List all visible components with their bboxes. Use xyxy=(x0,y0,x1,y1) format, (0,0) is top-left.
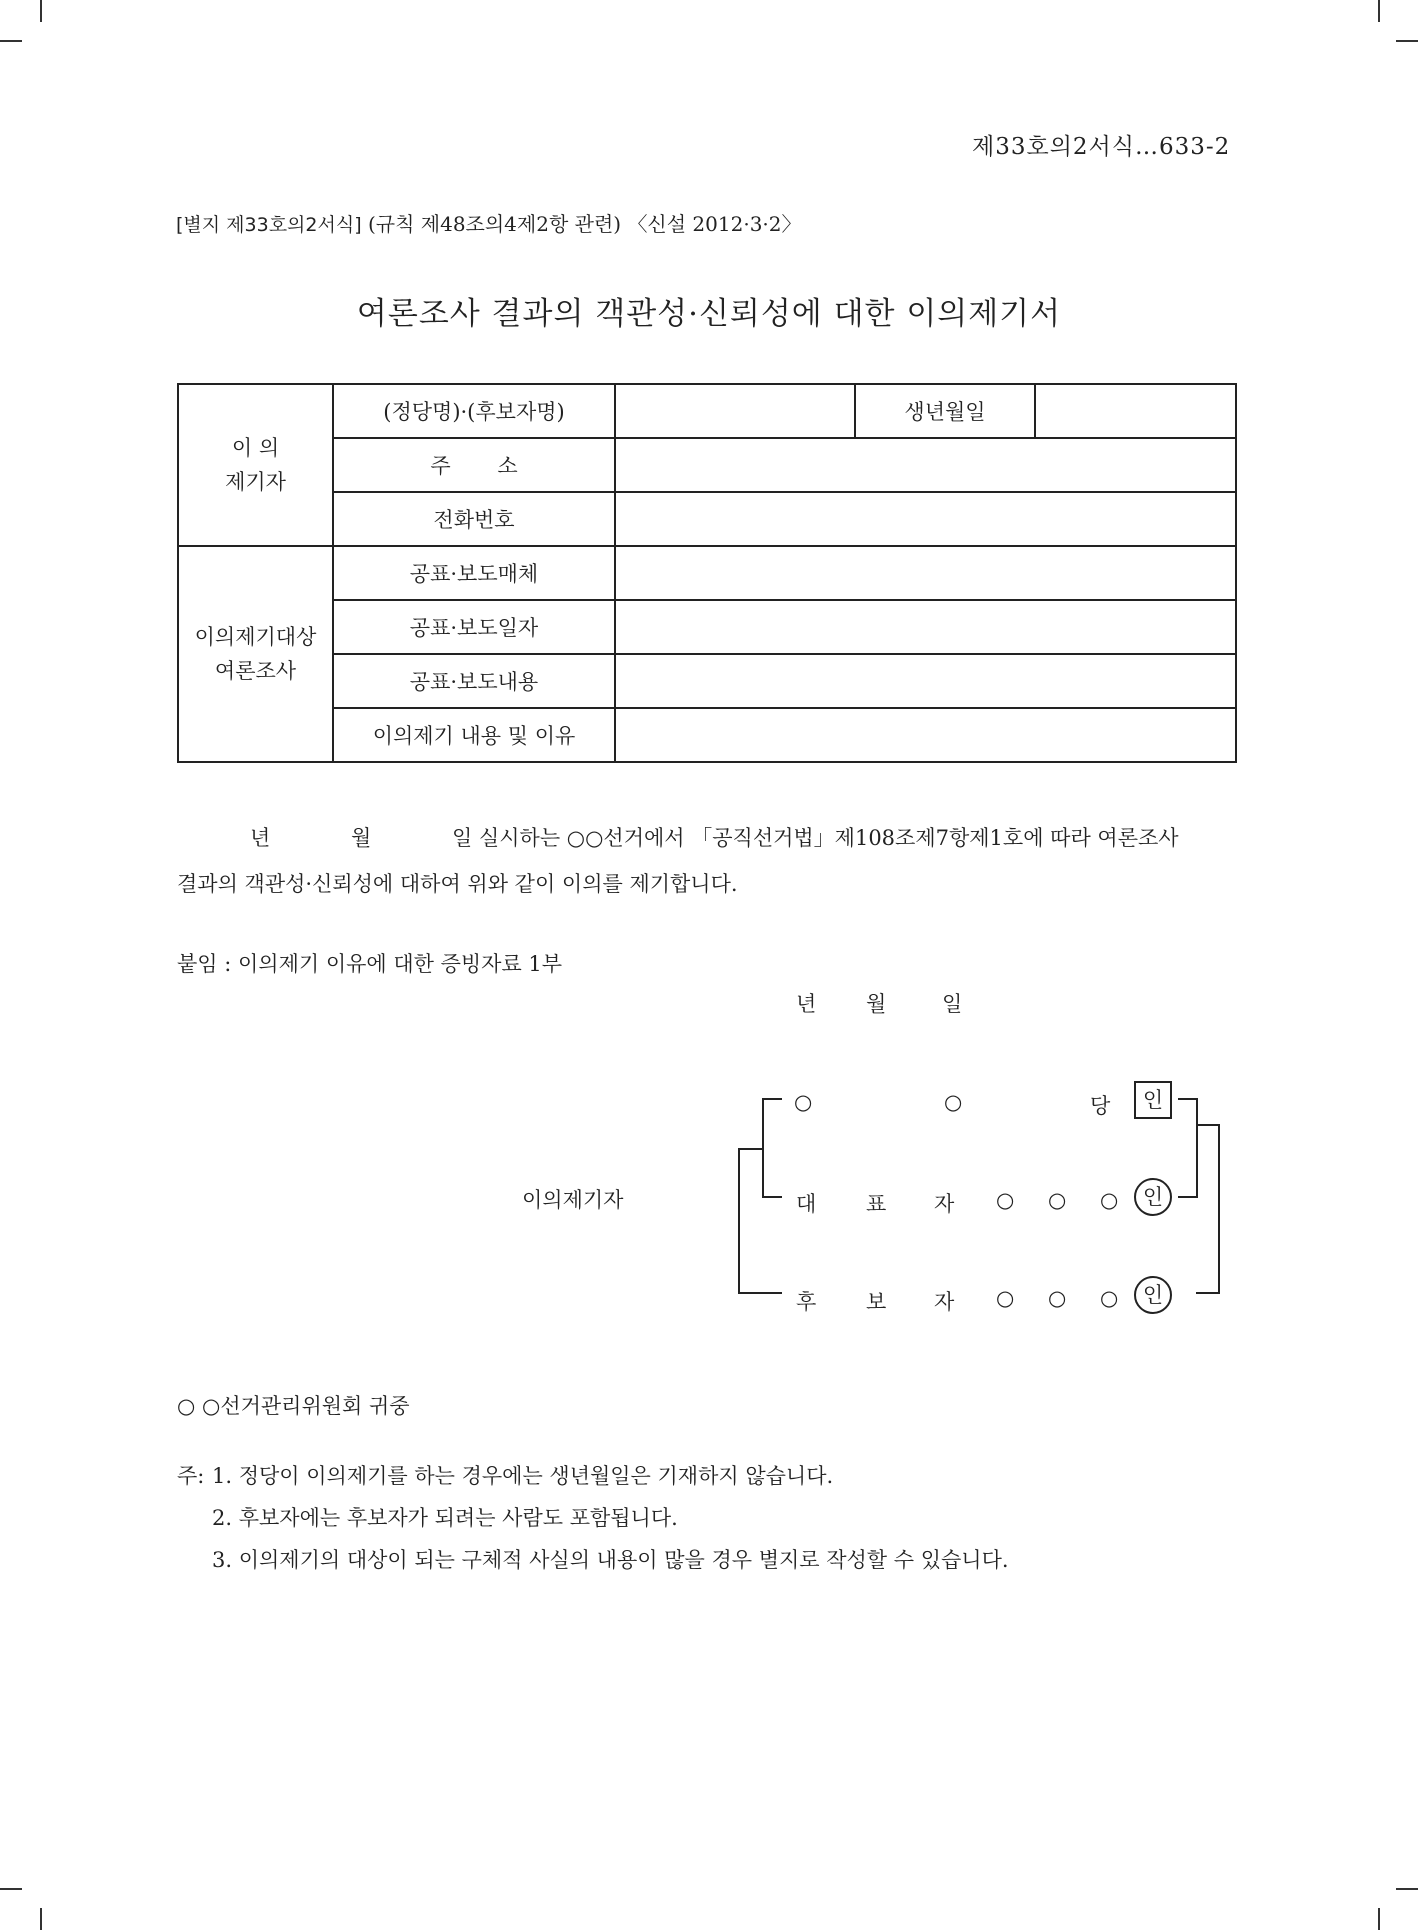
bracket-line xyxy=(762,1098,782,1100)
form-reference xyxy=(176,208,802,237)
bracket-line xyxy=(1196,1124,1220,1126)
bracket-line xyxy=(762,1098,764,1198)
bracket-line xyxy=(762,1196,782,1198)
table-row xyxy=(178,546,1236,600)
party-name-placeholder: ○ xyxy=(794,1090,813,1114)
crop-mark xyxy=(40,0,42,22)
notes-prefix: 주: xyxy=(177,1464,205,1488)
candidate-seal-mark: 인 xyxy=(1134,1276,1172,1314)
bracket-line xyxy=(738,1292,782,1294)
report-content-field[interactable] xyxy=(615,654,1236,708)
address-field[interactable] xyxy=(615,438,1236,492)
statement-line2: 결과의 객관성·신뢰성에 대하여 위와 같이 이의를 제기합니다. xyxy=(177,872,738,896)
party-candidate-field[interactable] xyxy=(615,384,855,438)
note-item: 2. 후보자에는 후보자가 되려는 사람도 포함됩니다. xyxy=(212,1506,678,1530)
birthdate-label: 생년월일 xyxy=(855,384,1035,438)
report-content-label: 공표·보도내용 xyxy=(333,654,615,708)
media-label: 공표·보도매체 xyxy=(333,546,615,600)
rep-label-char: 표 xyxy=(866,1192,887,1216)
rep-name-placeholder: ○ xyxy=(1048,1188,1067,1212)
table-row xyxy=(178,384,1236,438)
bracket-line xyxy=(1196,1098,1198,1198)
crop-mark xyxy=(1396,40,1418,42)
survey-group-label-line2: 여론조사 xyxy=(214,659,297,683)
report-date-label: 공표·보도일자 xyxy=(333,600,615,654)
rep-label-char: 자 xyxy=(934,1192,955,1216)
candidate-label-char: 자 xyxy=(934,1290,955,1314)
rep-label-char: 대 xyxy=(796,1192,817,1216)
rep-name-placeholder: ○ xyxy=(1100,1188,1119,1212)
filer-group-label-line1: 이 의 xyxy=(231,436,280,460)
bracket-line xyxy=(1196,1292,1220,1294)
note-item: 1. 정당이 이의제기를 하는 경우에는 생년월일은 기재하지 않습니다. xyxy=(212,1464,834,1488)
filer-label: 이의제기자 xyxy=(522,1188,624,1212)
bracket-line xyxy=(738,1148,764,1150)
candidate-name-placeholder: ○ xyxy=(1100,1286,1119,1310)
statement-year: 년 xyxy=(250,826,271,850)
report-date-field[interactable] xyxy=(615,600,1236,654)
bracket-line xyxy=(1178,1098,1198,1100)
table-row xyxy=(178,654,1236,708)
objection-info-table xyxy=(177,383,1237,763)
attachment-note: 붙임 : 이의제기 이유에 대한 증빙자료 1부 xyxy=(177,952,563,976)
crop-mark xyxy=(0,40,22,42)
filer-group-cell xyxy=(178,384,333,546)
page-code: 제33호의2서식…633-2 xyxy=(972,134,1231,160)
statement-month: 월 xyxy=(351,826,372,850)
rep-name-placeholder: ○ xyxy=(996,1188,1015,1212)
party-suffix: 당 xyxy=(1090,1094,1111,1118)
note-item: 3. 이의제기의 대상이 되는 구체적 사실의 내용이 많을 경우 별지로 작성할 수 있습니다. xyxy=(212,1548,1009,1572)
crop-mark xyxy=(0,1888,22,1890)
filer-group-label-line2: 제기자 xyxy=(225,470,286,494)
candidate-name-placeholder: ○ xyxy=(1048,1286,1067,1310)
crop-mark xyxy=(1378,1908,1380,1930)
rep-seal-mark: 인 xyxy=(1134,1178,1172,1216)
media-field[interactable] xyxy=(615,546,1236,600)
crop-mark xyxy=(1378,0,1380,22)
sign-day: 일 xyxy=(942,992,963,1016)
candidate-name-placeholder: ○ xyxy=(996,1286,1015,1310)
form-amend-note: 〈신설 2012·3·2〉 xyxy=(627,212,802,236)
survey-group-cell xyxy=(178,546,333,762)
form-id-label: [별지 제33호의2서식] xyxy=(176,214,362,236)
reason-field[interactable] xyxy=(615,708,1236,762)
form-rule-ref: (규칙 제48조의4제2항 관련) xyxy=(367,212,622,236)
address-label: 주 소 xyxy=(333,438,615,492)
crop-mark xyxy=(40,1908,42,1930)
table-row xyxy=(178,438,1236,492)
candidate-label-char: 보 xyxy=(866,1290,887,1314)
table-row xyxy=(178,492,1236,546)
document-title: 여론조사 결과의 객관성·신뢰성에 대한 이의제기서 xyxy=(356,296,1062,332)
survey-group-label-line1: 이의제기대상 xyxy=(194,625,317,649)
statement-body: 일 실시하는 ○○선거에서 「공직선거법」제108조제7항제1호에 따라 여론조사 xyxy=(452,826,1179,850)
party-seal-mark: 인 xyxy=(1134,1081,1172,1119)
crop-mark xyxy=(1396,1888,1418,1890)
party-candidate-label: (정당명)·(후보자명) xyxy=(333,384,615,438)
table-row xyxy=(178,708,1236,762)
bracket-line xyxy=(1178,1196,1198,1198)
bracket-line xyxy=(1218,1124,1220,1294)
sign-year: 년 xyxy=(796,992,817,1016)
sign-month: 월 xyxy=(866,992,887,1016)
phone-field[interactable] xyxy=(615,492,1236,546)
table-row xyxy=(178,600,1236,654)
phone-label: 전화번호 xyxy=(333,492,615,546)
bracket-line xyxy=(738,1148,740,1294)
birthdate-field[interactable] xyxy=(1035,384,1236,438)
recipient: ○ ○선거관리위원회 귀중 xyxy=(177,1394,410,1418)
reason-label: 이의제기 내용 및 이유 xyxy=(333,708,615,762)
party-name-placeholder: ○ xyxy=(944,1090,963,1114)
candidate-label-char: 후 xyxy=(796,1290,817,1314)
